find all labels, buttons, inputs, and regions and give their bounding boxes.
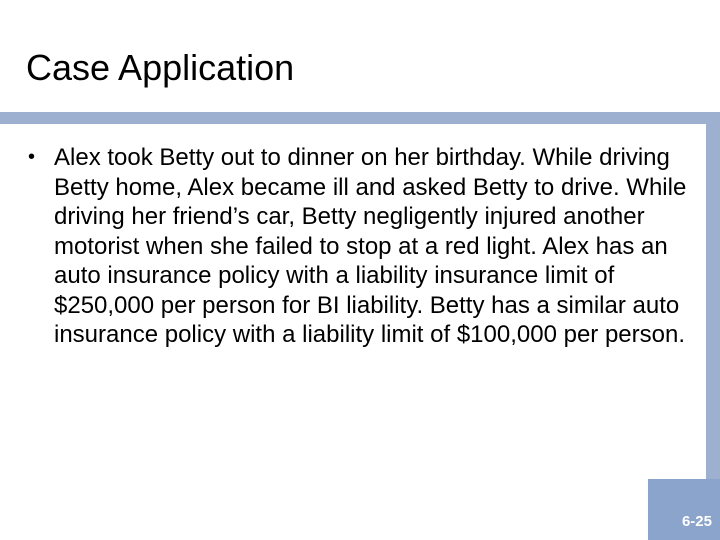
slide-content	[28, 143, 698, 350]
page-number: 6-25	[681, 513, 712, 530]
bullet-item	[28, 143, 698, 350]
bullet-text: Alex took Betty out to dinner on her birthday. While driving Betty home, Alex became ill and asked Betty to drive. While driving her friend’s car, Betty negligently injured another motorist when she failed to stop at a red light. Alex has an auto insurance policy with a liability insurance limit of $250,000 per person for BI liability. Betty has a similar auto insurance policy with a liability limit of $100,000 per person.	[54, 144, 687, 348]
title-divider-bar	[0, 112, 706, 124]
page-number-box	[648, 479, 720, 540]
right-accent-bar	[706, 112, 720, 540]
title-area	[0, 0, 720, 112]
slide-title: Case Application	[26, 47, 295, 88]
bullet-marker-icon: •	[28, 146, 36, 168]
